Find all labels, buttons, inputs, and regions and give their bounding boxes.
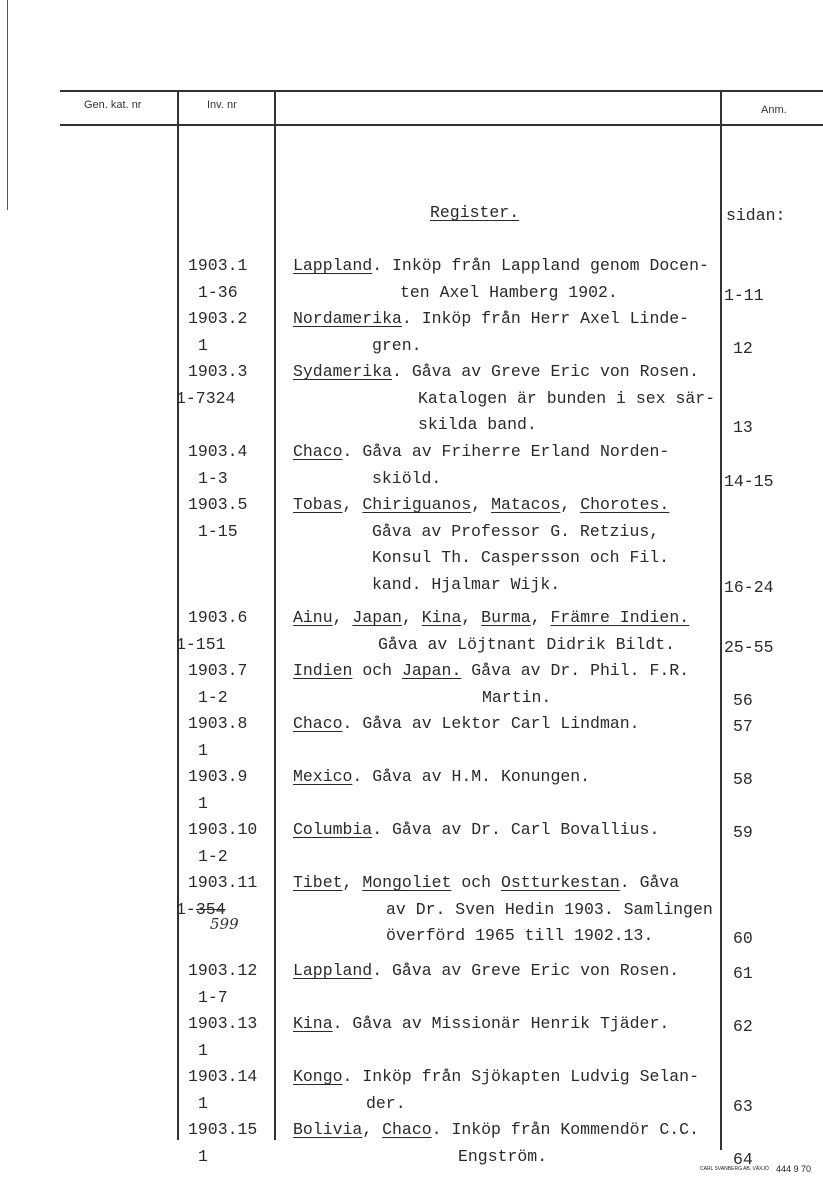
inv-number-year: 1903.4 — [188, 442, 248, 461]
entry-description-continued — [372, 469, 441, 489]
description-text: Gåva av Dr. Phil. F.R. — [461, 661, 690, 680]
inv-number-year: 1903.13 — [188, 1014, 258, 1033]
description-text: . Gåva av H.M. Konungen. — [352, 767, 591, 786]
inv-number-range: 1 — [198, 740, 208, 760]
column-divider-1 — [177, 90, 179, 1140]
underlined-region-name: Kina — [293, 1014, 333, 1033]
underlined-region-name: Mongoliet — [362, 873, 452, 892]
underlined-region-name: Chaco — [382, 1120, 432, 1139]
header-anm: Anm. — [761, 104, 787, 116]
underlined-region-name: Lappland — [293, 961, 373, 980]
entry-description-continued — [400, 283, 618, 303]
description-text: . Gåva av Lektor Carl Lindman. — [342, 714, 640, 733]
page-reference: 60 — [733, 929, 753, 948]
entry-description — [293, 961, 679, 981]
inv-number-range: 1-36 — [198, 282, 238, 302]
underlined-region-name: Bolivia — [293, 1120, 363, 1139]
page-reference: 16-24 — [724, 577, 774, 597]
description-text: Engström. — [458, 1146, 548, 1166]
entry-description-continued — [418, 415, 537, 435]
entry-description-continued — [366, 1094, 406, 1114]
description-text: av Dr. Sven Hedin 1903. Samlingen — [386, 899, 713, 919]
description-text: , — [461, 608, 482, 627]
column-divider-2 — [274, 90, 276, 1140]
page-reference: 13 — [733, 418, 753, 437]
page-reference: 58 — [733, 770, 753, 789]
inv-number-range: 1 — [198, 335, 208, 355]
entry-description — [293, 873, 679, 893]
description-text: överförd 1965 till 1902.13. — [386, 926, 654, 945]
inv-number-year: 1903.10 — [188, 820, 258, 839]
underlined-region-name: Främre Indien. — [550, 608, 690, 627]
description-text: och — [352, 661, 402, 680]
entry-description — [293, 362, 699, 382]
inv-number-year: 1903.12 — [188, 961, 258, 980]
header-inv-nr: Inv. nr — [207, 99, 237, 111]
description-text: . Gåva av Missionär Henrik Tjäder. — [332, 1014, 670, 1033]
underlined-region-name: Ainu — [293, 608, 333, 627]
inv-number-range: 1 — [198, 793, 208, 813]
entry-description — [293, 608, 689, 628]
description-text: och — [451, 873, 501, 892]
entry-description-continued — [372, 575, 560, 595]
inv-number-range: 1-3 — [198, 468, 228, 488]
underlined-region-name: Indien — [293, 661, 353, 680]
entry-description — [293, 495, 669, 515]
inv-number-year: 1903.14 — [188, 1067, 258, 1086]
description-text: . Gåva av Greve Eric von Rosen. — [392, 362, 699, 381]
description-text: Konsul Th. Caspersson och Fil. — [372, 548, 670, 567]
underlined-region-name: Lappland — [293, 256, 373, 275]
entry-description — [293, 256, 709, 276]
underlined-region-name: Mexico — [293, 767, 353, 786]
description-text: gren. — [372, 335, 422, 355]
entry-description-continued — [372, 522, 659, 542]
entry-description — [293, 714, 640, 734]
description-text: . Gåva av Greve Eric von Rosen. — [372, 961, 680, 980]
header-bottom-rule — [60, 124, 823, 126]
underlined-region-name: Nordamerika — [293, 309, 402, 328]
description-text: skiöld. — [372, 468, 442, 488]
register-title: Register. — [430, 203, 520, 222]
inv-number-range: 1-7324 — [176, 388, 236, 408]
inv-number-year: 1903.1 — [188, 256, 248, 275]
page-reference: 25-55 — [724, 637, 774, 657]
underlined-region-name: Tobas — [293, 495, 343, 514]
description-text: Gåva av Professor G. Retzius, — [372, 521, 660, 541]
description-text: Katalogen är bunden i sex sär- — [418, 388, 716, 408]
inv-number-year: 1903.6 — [188, 608, 248, 627]
entry-description — [293, 442, 669, 462]
description-text: . Inköp från Herr Axel Linde- — [401, 309, 690, 328]
inv-number-range: 1-151 — [176, 634, 226, 654]
inv-number-range: 1-2 — [198, 846, 228, 866]
inv-number-range: 1-7 — [198, 987, 228, 1007]
entry-description-continued — [372, 336, 422, 356]
underlined-region-name: Japan — [352, 608, 402, 627]
description-text: , — [560, 495, 581, 514]
inv-number-year: 1903.3 — [188, 362, 248, 381]
page-reference: 14-15 — [724, 471, 774, 491]
header-top-rule — [60, 90, 823, 92]
inv-number-range: 1-2 — [198, 687, 228, 707]
page-reference: 56 — [733, 690, 753, 710]
entry-description — [293, 1067, 699, 1087]
underlined-region-name: Chorotes. — [580, 495, 670, 514]
entry-description-continued — [458, 1147, 547, 1167]
inv-number-year: 1903.5 — [188, 495, 248, 514]
page-column-heading: sidan: — [726, 206, 786, 225]
entry-description-continued — [378, 635, 675, 655]
description-text: , — [342, 873, 363, 892]
description-text: , — [342, 495, 363, 514]
left-margin-line — [7, 0, 8, 210]
description-text: , — [401, 608, 422, 627]
description-text: der. — [366, 1093, 406, 1113]
inv-number-year: 1903.11 — [188, 873, 258, 892]
description-text: . Inköp från Kommendör C.C. — [431, 1120, 699, 1139]
form-code: 444 9 70 — [776, 1164, 812, 1174]
entry-description — [293, 309, 689, 329]
description-text: . Gåva av Friherre Erland Norden- — [342, 442, 670, 461]
description-text: . Inköp från Lappland genom Docen- — [372, 256, 709, 275]
inv-number-range: 1 — [198, 1146, 208, 1166]
description-text: skilda band. — [418, 415, 537, 434]
entry-description — [293, 1014, 669, 1034]
description-text: , — [471, 495, 492, 514]
entry-description-continued — [372, 548, 669, 568]
entry-description — [293, 661, 689, 681]
page-reference: 61 — [733, 964, 753, 983]
entry-description — [293, 1120, 699, 1140]
printer-imprint: CARL SVANBERG AB, VÄXJÖ — [700, 1166, 769, 1172]
page-reference: 1-11 — [724, 285, 764, 305]
description-text: Martin. — [482, 687, 552, 707]
underlined-region-name: Japan. — [401, 661, 462, 680]
underlined-region-name: Chaco — [293, 442, 343, 461]
inv-number-range: 1 — [198, 1093, 208, 1113]
entry-description-continued — [386, 926, 653, 946]
inv-number-year: 1903.8 — [188, 714, 248, 733]
entry-description-continued — [482, 688, 551, 708]
underlined-region-name: Columbia — [293, 820, 373, 839]
page-reference: 59 — [733, 823, 753, 842]
underlined-region-name: Matacos — [491, 495, 561, 514]
description-text: Gåva av Löjtnant Didrik Bildt. — [378, 634, 676, 654]
description-text: , — [332, 608, 353, 627]
underlined-region-name: Chiriguanos — [362, 495, 472, 514]
entry-description — [293, 767, 590, 787]
inv-number-year: 1903.9 — [188, 767, 248, 786]
description-text: , — [530, 608, 551, 627]
inv-number-range: 1-354 — [176, 899, 226, 919]
description-text: ten Axel Hamberg 1902. — [400, 282, 618, 302]
page-reference: 64 — [733, 1149, 753, 1169]
inv-number-range: 1 — [198, 1040, 208, 1060]
underlined-region-name: Ostturkestan — [500, 873, 620, 892]
page-reference: 57 — [733, 717, 753, 736]
page-reference: 63 — [733, 1096, 753, 1116]
page-reference: 12 — [733, 338, 753, 358]
description-text: kand. Hjalmar Wijk. — [372, 574, 561, 594]
inv-number-year: 1903.2 — [188, 309, 248, 328]
underlined-region-name: Kongo — [293, 1067, 343, 1086]
inv-number-year: 1903.15 — [188, 1120, 258, 1139]
entry-description — [293, 820, 659, 840]
inv-number-year: 1903.7 — [188, 661, 248, 680]
description-text: . Gåva av Dr. Carl Bovallius. — [372, 820, 660, 839]
description-text: . Inköp från Sjökapten Ludvig Selan- — [342, 1067, 699, 1086]
underlined-region-name: Kina — [421, 608, 462, 627]
column-divider-3 — [720, 90, 722, 1150]
underlined-region-name: Tibet — [293, 873, 343, 892]
handwritten-correction: 599 — [210, 915, 239, 934]
page-reference: 62 — [733, 1017, 753, 1036]
underlined-region-name: Sydamerika — [293, 362, 393, 381]
inv-number-range: 1-15 — [198, 521, 238, 541]
description-text: . Gåva — [619, 873, 680, 892]
entry-description-continued — [386, 900, 713, 920]
entry-description-continued — [418, 389, 715, 409]
underlined-region-name: Burma — [481, 608, 531, 627]
underlined-region-name: Chaco — [293, 714, 343, 733]
header-gen-kat-nr: Gen. kat. nr — [84, 99, 142, 111]
description-text: , — [362, 1120, 383, 1139]
